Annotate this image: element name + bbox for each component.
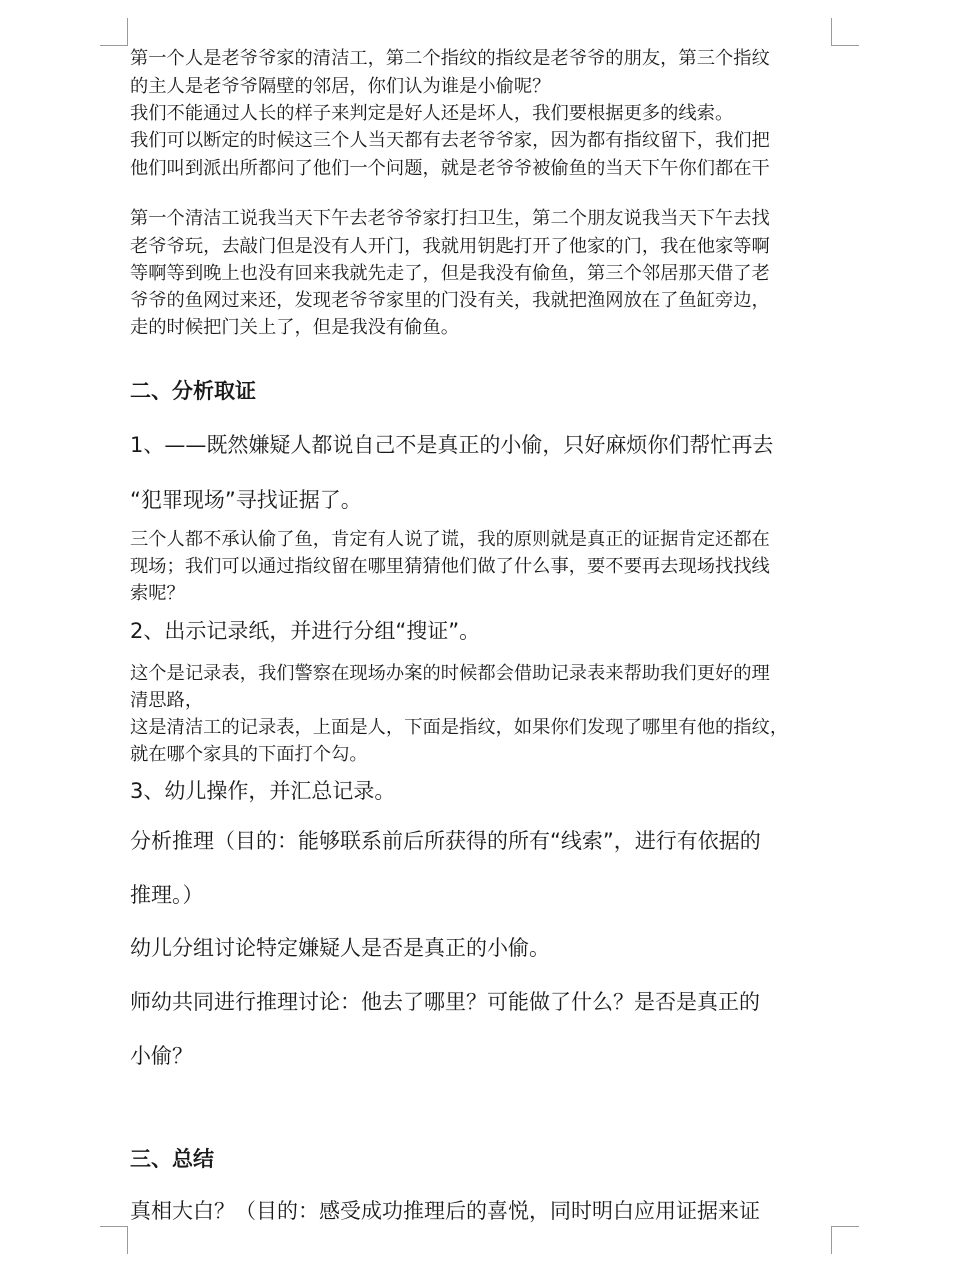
group-discussion-line: 幼儿分组讨论特定嫌疑人是否是真正的小偷。: [130, 936, 550, 960]
testimony-line: 第一个清洁工说我当天下午去老爷爷家打扫卫生，第二个朋友说我当天下午去找: [130, 208, 770, 229]
intro-line: 我们可以断定的时候这三个人当天都有去老爷爷家，因为都有指纹留下，我们把: [130, 130, 770, 151]
step-1-detail-line: 三个人都不承认偷了鱼，肯定有人说了谎，我的原则就是真正的证据肯定还都在: [130, 529, 770, 550]
joint-discussion-line: 小偷？: [130, 1044, 193, 1068]
testimony-line: 走的时候把门关上了，但是我没有偷鱼。: [130, 317, 460, 338]
testimony-line: 爷爷的鱼网过来还，发现老爷爷家里的门没有关，我就把渔网放在了鱼缸旁边，: [130, 290, 770, 311]
testimony-line: 等啊等到晚上也没有回来我就先走了，但是我没有偷鱼，第三个邻居那天借了老: [130, 263, 770, 284]
joint-discussion-line: 师幼共同进行推理讨论：他去了哪里？可能做了什么？是否是真正的: [130, 990, 760, 1014]
step-2-detail-line: 就在哪个家具的下面打个勾。: [130, 744, 368, 765]
testimony-line: 老爷爷玩，去敲门但是没有人开门，我就用钥匙打开了他家的门，我在他家等啊: [130, 236, 770, 257]
step-2-detail-line: 这个是记录表，我们警察在现场办案的时候都会借助记录表来帮助我们更好的理: [130, 663, 770, 684]
step-2-line: 2、出示记录纸，并进行分组“搜证”。: [130, 619, 481, 643]
step-1-line: 1、——既然嫌疑人都说自己不是真正的小偷，只好麻烦你们帮忙再去: [130, 433, 774, 457]
step-1-line: “犯罪现场”寻找证据了。: [130, 488, 362, 512]
section-heading-analysis: 二、分析取证: [130, 379, 256, 403]
analysis-line: 推理。）: [130, 883, 204, 907]
intro-line: 他们叫到派出所都问了他们一个问题，就是老爷爷被偷鱼的当天下午你们都在干: [130, 158, 770, 179]
analysis-line: 分析推理（目的：能够联系前后所获得的所有“线索”，进行有依据的: [130, 829, 761, 853]
intro-line: 第一个人是老爷爷家的清洁工，第二个指纹的指纹是老爷爷的朋友，第三个指纹: [130, 48, 770, 69]
step-3-line: 3、幼儿操作，并汇总记录。: [130, 779, 396, 803]
step-2-detail-line: 清思路，: [130, 690, 204, 711]
step-1-detail-line: 现场；我们可以通过指纹留在哪里猜猜他们做了什么事，要不要再去现场找找线: [130, 556, 770, 577]
intro-line: 我们不能通过人长的样子来判定是好人还是坏人，我们要根据更多的线索。: [130, 103, 734, 124]
conclusion-line: 真相大白？（目的：感受成功推理后的喜悦，同时明白应用证据来证: [130, 1199, 760, 1223]
step-2-detail-line: 这是清洁工的记录表，上面是人，下面是指纹，如果你们发现了哪里有他的指纹，: [130, 717, 789, 738]
section-heading-summary: 三、总结: [130, 1147, 214, 1171]
step-1-detail-line: 索呢？: [130, 583, 185, 604]
intro-line: 的主人是老爷爷隔壁的邻居，你们认为谁是小偷呢？: [130, 76, 551, 97]
